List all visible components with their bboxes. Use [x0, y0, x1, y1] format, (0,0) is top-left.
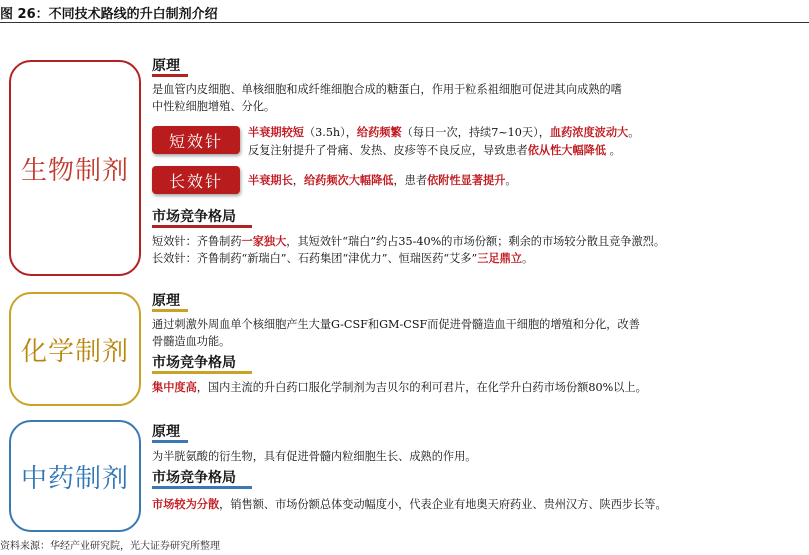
category-box-chem: 化学制剂 — [9, 292, 141, 406]
chem-principle-heading: 原理 — [152, 293, 180, 309]
chem-market-underline — [152, 371, 252, 374]
bio-principle-line1: 是血管内皮细胞、单核细胞和成纤维细胞合成的糖蛋白，作用于粒系祖细胞可促进其向成熟的嗜 — [152, 83, 622, 96]
chem-principle-line2: 骨髓造血功能。 — [152, 335, 231, 348]
source-footnote: 资料来源：华经产业研究院，光大证券研究所整理 — [0, 541, 220, 552]
short-acting-desc-line2: 反复注射提升了骨痛、发热、皮疹等不良反应，导致患者依从性大幅降低 。 — [248, 143, 621, 157]
figure-title: 图 26：不同技术路线的升白制剂介绍 — [0, 7, 218, 22]
bio-principle-underline — [152, 74, 188, 77]
chem-market-heading: 市场竞争格局 — [152, 355, 236, 371]
bio-market-heading: 市场竞争格局 — [152, 209, 236, 225]
chem-market-text: 集中度高，国内主流的升白药口服化学制剂为吉贝尔的利可君片，在化学升白药市场份额80%以上。 — [152, 380, 647, 394]
short-acting-badge: 短效针 — [152, 126, 240, 154]
chem-principle-underline — [152, 309, 188, 312]
tcm-principle-underline — [152, 440, 188, 443]
bio-market-line2: 长效针：齐鲁制药“新瑞白”、石药集团“津优力”、恒瑞医药“艾多”三足鼎立。 — [152, 251, 534, 265]
tcm-principle-heading: 原理 — [152, 424, 180, 440]
tcm-market-underline — [152, 486, 252, 489]
bio-principle-heading: 原理 — [152, 58, 180, 74]
tcm-market-heading: 市场竞争格局 — [152, 470, 236, 486]
bio-market-underline — [152, 225, 252, 228]
bio-principle-line2: 中性粒细胞增殖、分化。 — [152, 100, 276, 113]
title-divider — [0, 22, 809, 23]
long-acting-badge: 长效针 — [152, 166, 240, 194]
bio-market-line1: 短效针：齐鲁制药一家独大，其短效针“瑞白”约占35-40%的市场份额；剩余的市场较分散且竞争激烈。 — [152, 234, 666, 248]
short-acting-desc-line1: 半衰期较短（3.5h），给药频繁（每日一次，持续7~10天），血药浓度波动大。 — [248, 125, 640, 139]
tcm-principle-line1: 为半胱氨酸的衍生物，具有促进骨髓内粒细胞生长、成熟的作用。 — [152, 450, 477, 463]
chem-principle-line1: 通过刺激外周血单个核细胞产生大量G-CSF和GM-CSF而促进骨髓造血干细胞的增殖和分化，改善 — [152, 318, 640, 331]
category-box-tcm: 中药制剂 — [9, 420, 141, 532]
tcm-market-text: 市场较为分散，销售额、市场份额总体变动幅度小，代表企业有地奥天府药业、贵州汉方、陕西步长等。 — [152, 497, 667, 511]
category-box-bio: 生物制剂 — [9, 60, 141, 276]
long-acting-desc: 半衰期长，给药频次大幅降低，患者依附性显著提升。 — [248, 173, 517, 187]
